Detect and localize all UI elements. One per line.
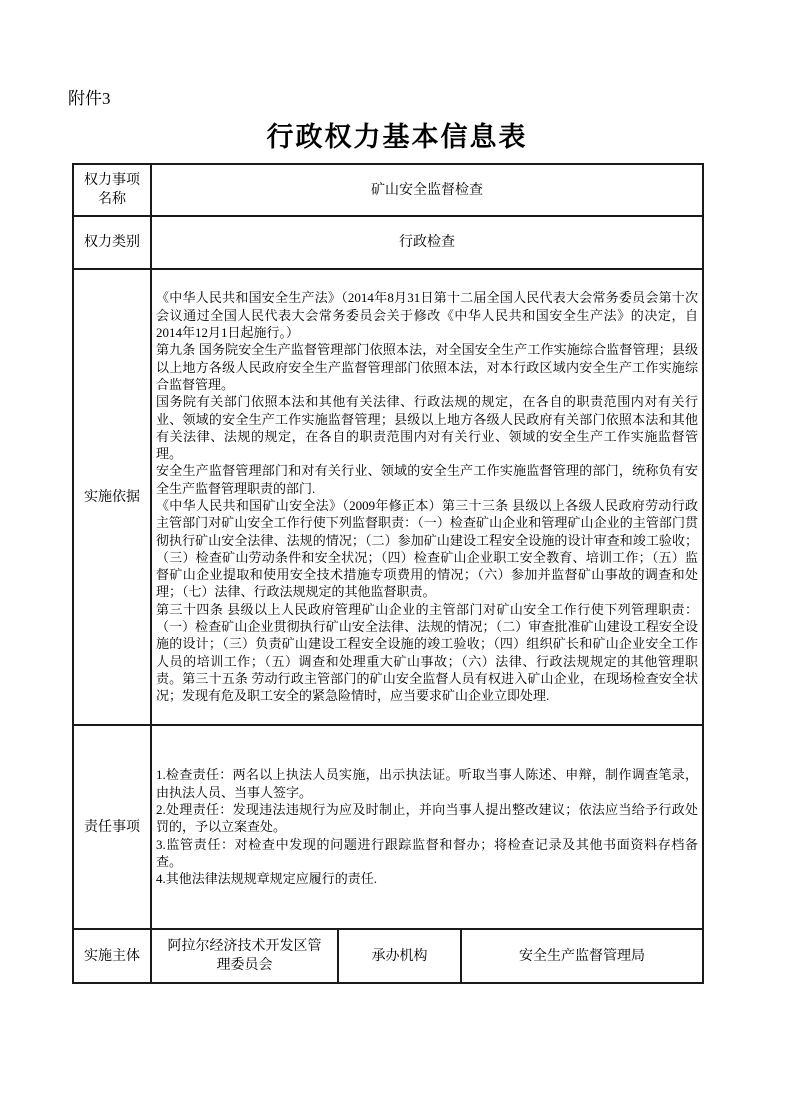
responsibility-items-text: 1.检查责任：两名以上执法人员实施，出示执法证。听取当事人陈述、申辩，制作调查笔录，由执法人员、当事人签字。 2.处理责任：发现违法违规行为应及时制止，并向当事人提出整改建议；依法应当给予行政处罚的，予以立案查处。 3.监管责任：对检查中发现的问题进行跟踪监督和督办；将检查记录及其他书面资料存档备查。 4.其他法律法规规章规定应履行的责任.: [151, 725, 703, 929]
page-title: 行政权力基本信息表: [266, 122, 528, 152]
info-table: [72, 163, 704, 984]
undertaking-org-label: 承办机构: [338, 929, 461, 983]
row-responsibility-items: [73, 725, 703, 929]
implementation-basis-label: 实施依据: [73, 269, 151, 725]
row-implementation-basis: [73, 269, 703, 725]
row-power-category: [73, 216, 703, 269]
power-category-label: 权力类别: [73, 216, 151, 269]
implementation-subject-value-cell: [151, 929, 338, 983]
attachment-label: 附件3: [68, 89, 111, 108]
implementation-basis-text: 《中华人民共和国安全生产法》（2014年8月31日第十二届全国人民代表大会常务委员会第十次会议通过全国人民代表大会常务委员会关于修改《中华人民共和国安全生产法》的决定，自2014年12月1日起施行。） 第九条 国务院安全生产监督管理部门依照本法，对全国安全生产工作实施综合监督管理；县级以上地方各级人民政府安全生产监督管理部门依照本法，对本行政区域内安全生产工作实施综合监督管理。 国务院有关部门依照本法和其他有关法律、行政法规的规定，在各自的职责范围内对有关行业、领域的安全生产工作实施监督管理；县级以上地方各级人民政府有关部门依照本法和其他有关法律、法规的规定，在各自的职责范围内对有关行业、领域的安全生产工作实施监督管理。 安全生产监督管理部门和对有关行业、领域的安全生产工作实施监督管理的部门，统称负有安全生产监督管理职责的部门. 《中华人民共和国矿山安全法》（2009年修正本）第三十三条 县级以上各级人民政府劳动行政主管部门对矿山安全工作行使下列监督职责：（一）检查矿山企业和管理矿山企业的主管部门贯彻执行矿山安全法律、法规的情况；（二）参加矿山建设工程安全设施的设计审查和竣工验收；（三）检查矿山劳动条件和安全状况；（四）检查矿山企业职工安全教育、培训工作；（五）监督矿山企业提取和使用安全技术措施专项费用的情况；（六）参加并监督矿山事故的调查和处理；（七）法律、行政法规规定的其他监督职责。 第三十四条 县级以上人民政府管理矿山企业的主管部门对矿山安全工作行使下列管理职责：（一）检查矿山企业贯彻执行矿山安全法律、法规的情况；（二）审查批准矿山建设工程安全设施的设计；（三）负责矿山建设工程安全设施的竣工验收；（四）组织矿长和矿山企业安全工作人员的培训工作；（五）调查和处理重大矿山事故；（六）法律、行政法规规定的其他管理职责。第三十五条 劳动行政主管部门的矿山安全监督人员有权进入矿山企业，在现场检查安全状况；发现有危及职工安全的紧急险情时，应当要求矿山企业立即处理.: [151, 269, 703, 725]
implementation-subject-value: 阿拉尔经济技术开发区管理委员会: [167, 939, 322, 973]
responsibility-items-label: 责任事项: [73, 725, 151, 929]
power-item-name-label: 权力事项名称: [84, 173, 140, 207]
row-implementation-subject: [73, 929, 703, 983]
undertaking-org-value: 安全生产监督管理局: [461, 929, 703, 983]
row-power-item-name: [73, 164, 703, 216]
implementation-subject-label: 实施主体: [73, 929, 151, 983]
power-category-value: 行政检查: [151, 216, 703, 269]
power-item-name-label-cell: [73, 164, 151, 216]
power-item-name-value: 矿山安全监督检查: [151, 164, 703, 216]
